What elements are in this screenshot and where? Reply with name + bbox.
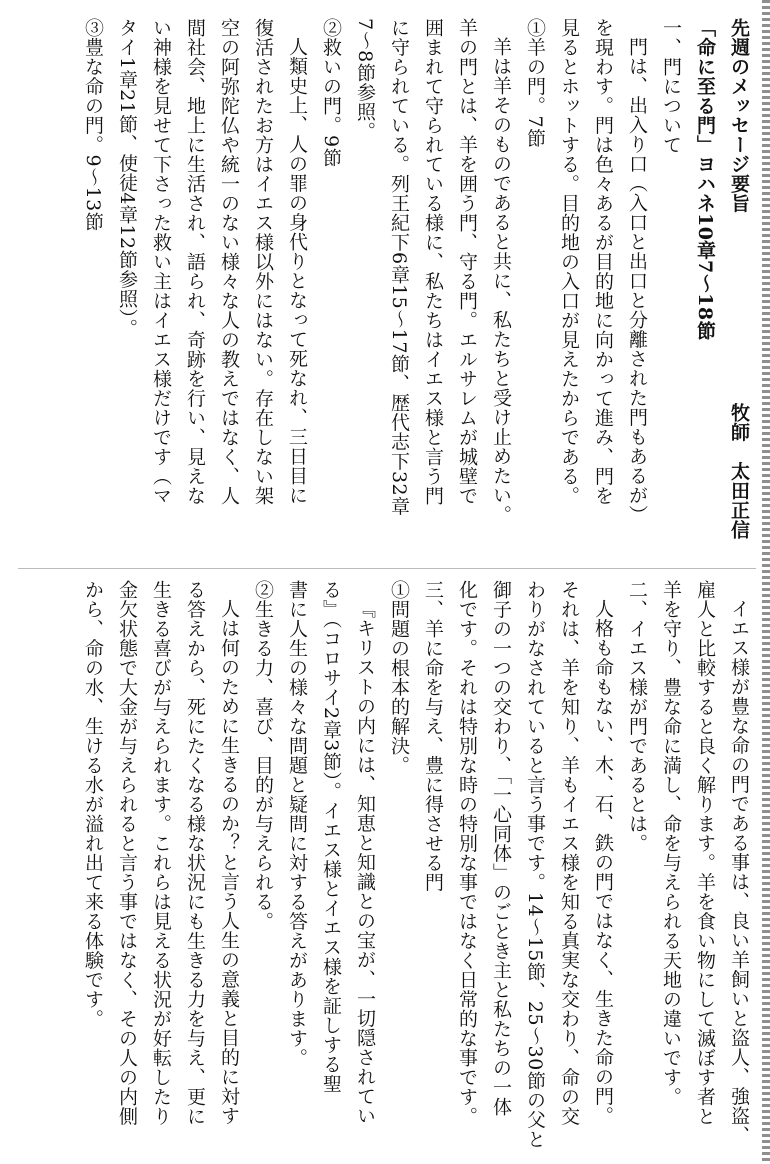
- body-line: に守られている。列王紀下6章15～17節、歴代志下32章: [388, 18, 410, 516]
- scripture-quote: 『キリストの内には、知恵と知識との宝が、一切隠されてい: [354, 599, 376, 1126]
- sermon-title: 「命に至る門」ヨハネ10章7～18節: [694, 18, 716, 341]
- section-heading: 三、羊に命を与え、豊に得させる門: [422, 580, 444, 892]
- body-line: 生きる喜びが与えられます。これらは見える状況が好転したり: [150, 580, 172, 1126]
- body-line: 人格も命もない、木、石、鉄の門ではなく、生きた命の門。: [592, 599, 614, 1126]
- top-text-block: [14, 18, 756, 558]
- body-line: 化です。それは特別な時の特別な事ではなく日常的な事です。: [456, 580, 478, 1126]
- pastor-name: 牧師 太田正信: [728, 403, 750, 540]
- bottom-text-block: [14, 580, 756, 1150]
- body-line: い神様を見せて下さった救い主はイエス様だけです（マ: [150, 18, 172, 506]
- section-heading: 二、イエス様が門であるとは。: [626, 580, 648, 853]
- body-line: 囲まれて守られている様に、私たちはイエス様と言う門: [422, 18, 444, 506]
- subsection-heading: ③豊な命の門。9～13節: [82, 18, 104, 232]
- body-line: 書に人生の様々な問題と疑問に対する答えがあります。: [286, 580, 308, 1068]
- body-line: 御子の一つの交わり、「一心同体」のごとき主と私たちの一体: [490, 580, 512, 1117]
- body-line: 雇人と比較すると良く解ります。羊を食い物にして滅ぼす者と: [694, 580, 716, 1126]
- body-line: 空の阿弥陀仏や統一のない様々な人の教えではなく、人: [218, 18, 240, 506]
- body-line: を現わす。門は色々あるが目的地に向かって進み、門を: [592, 18, 614, 506]
- section-heading: 一、門について: [660, 18, 682, 155]
- body-line: それは、羊を知り、羊もイエス様を知る真実な交わり、命の交: [558, 580, 580, 1126]
- page-edge-binding: [762, 0, 770, 1164]
- subsection-heading: ①羊の門。7節: [524, 18, 546, 148]
- body-line: 羊を守り、豊な命に満し、命を与えられる天地の違いです。: [660, 580, 682, 1107]
- section-divider: [18, 568, 756, 569]
- body-line: イエス様が豊な命の門である事は、良い羊飼いと盗人、強盗、: [728, 599, 750, 1145]
- body-line: タイ1章21節、使徒4章12節参照）。: [116, 18, 138, 338]
- message-heading: 先週のメッセージ要旨牧師 太田正信: [722, 18, 756, 558]
- body-line: 人類史上、人の罪の身代りとなって死なれ、三日目に: [286, 37, 308, 505]
- body-line: る』（コロサイ2章3節）。イエス様とイエス様を証しする聖: [320, 580, 342, 1094]
- body-line: 門は、出入り口（入口と出口と分離された門もあるが）: [626, 37, 648, 525]
- body-line: る答えから、死にたくなる様な状況にも生きる力を与え、更に: [184, 580, 206, 1126]
- body-line: 復活されたお方はイエス様以外にはない。存在しない架: [252, 18, 274, 506]
- body-line: 羊の門とは、羊を囲う門、守る門。エルサレムが城壁で: [456, 18, 478, 506]
- body-line: 羊は羊そのものであると共に、私たちと受け止めたい。: [490, 37, 512, 525]
- subsection-heading: ②救いの門。9節: [320, 18, 342, 168]
- body-line: 金欠状態で大金が与えられると言う事ではなく、その人の内側: [116, 580, 138, 1126]
- body-line: 人は何のために生きるのか？と言う人生の意義と目的に対す: [218, 599, 240, 1126]
- body-line: 間社会、地上に生活され、語られ、奇跡を行い、見えな: [184, 18, 206, 506]
- subsection-heading: ②生きる力、喜び、目的が与えられる。: [252, 580, 274, 931]
- body-line: 見るとホットする。目的地の入口が見えたからである。: [558, 18, 580, 506]
- body-line: わりがなされていると言う事です。14～15節、25～30節の父と: [524, 580, 546, 1149]
- body-line: 7～8節参照。: [354, 18, 376, 141]
- body-line: から、命の水、生ける水が溢れ出て来る体験です。: [82, 580, 104, 1029]
- subsection-heading: ①問題の根本的解決。: [388, 580, 410, 775]
